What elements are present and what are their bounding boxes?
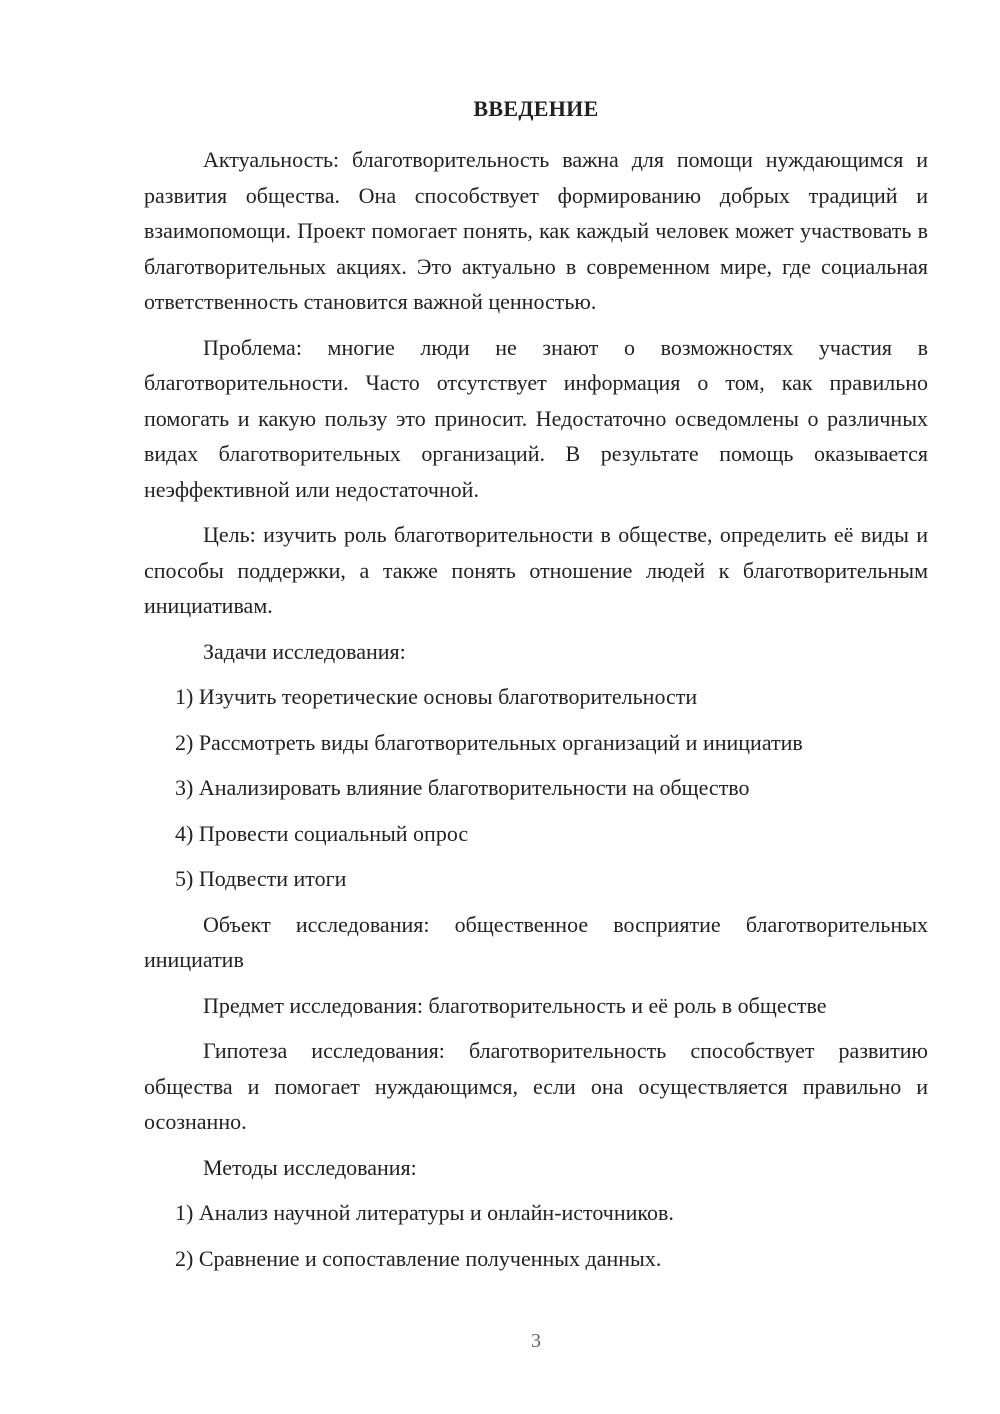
document-body (144, 142, 928, 1286)
task-item: 3) Анализировать влияние благотворительности на общество (175, 775, 750, 800)
task-item: 1) Изучить теоретические основы благотворительности (175, 684, 698, 709)
problem-paragraph: Проблема: многие люди не знают о возможностях участия в благотворительности. Часто отсутствует информация о том, как правильно помогать и какую пользу это приносит. Недостаточно осведомлены о различных видах благотворительных организаций. В результате помощь оказывается неэффективной или недостаточной. (144, 334, 928, 502)
task-item: 5) Подвести итоги (175, 866, 347, 891)
research-object-paragraph: Объект исследования: общественное восприятие благотворительных инициатив (144, 911, 928, 972)
methods-heading: Методы исследования: (203, 1154, 417, 1180)
method-item: 1) Анализ научной литературы и онлайн-источников. (175, 1200, 674, 1225)
tasks-heading: Задачи исследования: (203, 638, 406, 664)
tasks-list (144, 679, 928, 897)
task-item: 2) Рассмотреть виды благотворительных организаций и инициатив (175, 729, 803, 755)
hypothesis-paragraph: Гипотеза исследования: благотворительность способствует развитию общества и помогает нуждающимся, если она осуществляется правильно и осознанно. (144, 1038, 928, 1134)
relevance-paragraph: Актуальность: благотворительность важна для помощи нуждающимся и развития общества. Она способствует формированию добрых традиций и взаимопомощи. Проект помогает понять, как каждый человек может участвовать в благотворительных акциях. Это актуально в современном мире, где социальная ответственность становится важной ценностью. (144, 147, 928, 314)
page-number: 3 (531, 1330, 541, 1352)
section-title: ВВЕДЕНИЕ (473, 96, 599, 121)
methods-list (144, 1195, 928, 1276)
task-item: 4) Провести социальный опрос (175, 820, 469, 846)
goal-paragraph: Цель: изучить роль благотворительности в обществе, определить её виды и способы поддержки, а также понять отношение людей к благотворительным инициативам. (144, 522, 928, 618)
method-item: 2) Сравнение и сопоставление полученных данных. (175, 1245, 662, 1271)
research-subject-paragraph: Предмет исследования: благотворительность и её роль в обществе (203, 992, 827, 1018)
